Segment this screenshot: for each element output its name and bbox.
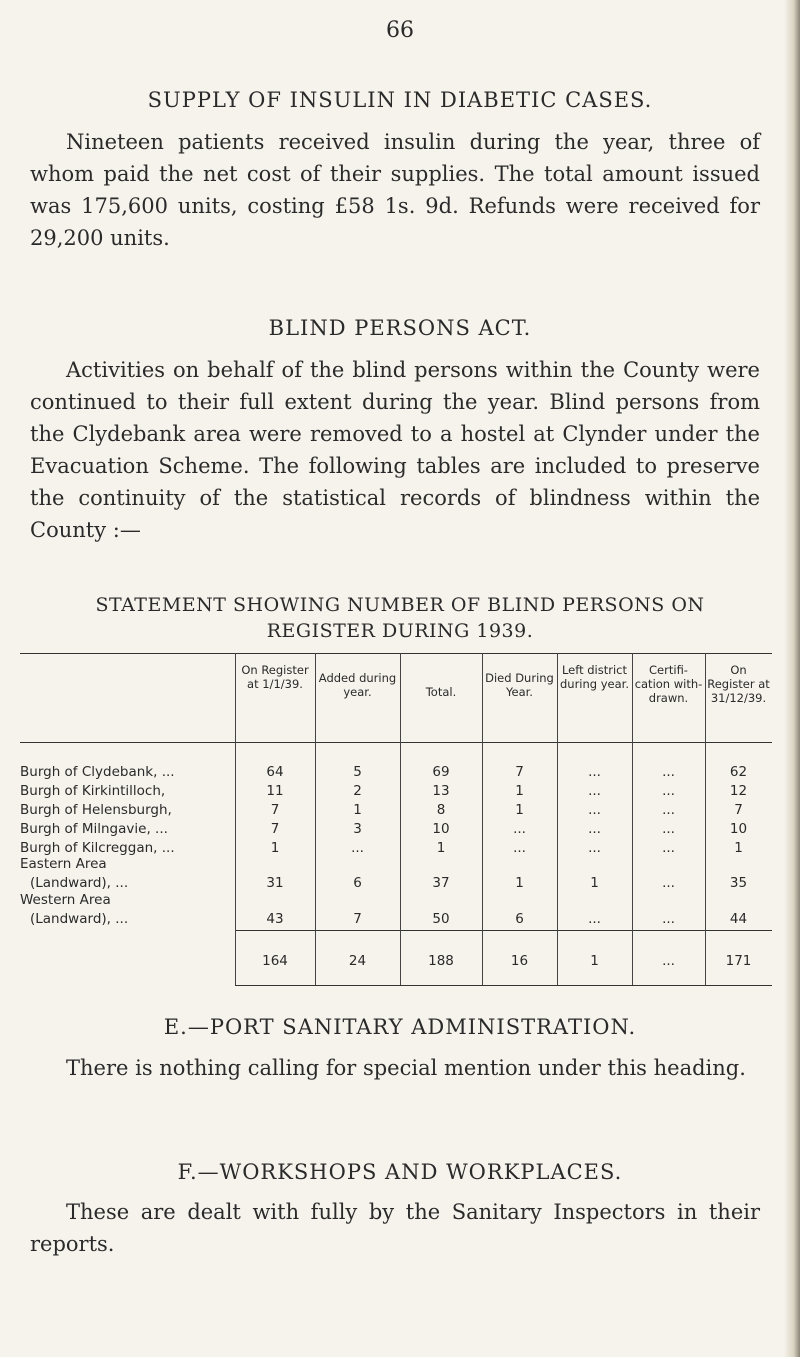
table-cell: 7	[353, 911, 362, 927]
table-cell: 6	[515, 911, 524, 927]
total-cell: 188	[428, 953, 454, 969]
table-cell: 1	[270, 840, 280, 856]
total-cell: 16	[510, 953, 529, 969]
row-label-kirkintilloch: Burgh of Kirkintilloch,	[20, 783, 166, 799]
workshops-text: These are dealt with fully by the Sanitary Inspectors in their reports.	[30, 1200, 760, 1256]
table-cell: ...	[588, 821, 601, 837]
row-label-western-area: Western Area	[20, 892, 111, 908]
table-cell: 50	[432, 911, 450, 927]
col-header-total: Total.	[425, 685, 457, 699]
blind-paragraph	[30, 354, 760, 546]
table-bottom-rule	[235, 985, 772, 986]
table-cell: 7	[515, 764, 524, 780]
table-cell: ...	[662, 802, 675, 818]
table-cell: ...	[588, 764, 601, 780]
table-cell: ...	[513, 821, 526, 837]
port-paragraph	[30, 1052, 760, 1084]
row-label-helensburgh: Burgh of Helensburgh,	[20, 802, 172, 818]
row-label-kilcreggan: Burgh of Kilcreggan, ...	[20, 840, 175, 856]
table-cell: ...	[662, 875, 675, 891]
table-cell: 1	[734, 840, 743, 856]
table-cell: 7	[734, 802, 743, 818]
total-cell: 24	[348, 953, 367, 969]
col-divider	[557, 653, 558, 985]
insulin-heading: SUPPLY OF INSULIN IN DIABETIC CASES.	[147, 88, 653, 112]
page-edge-shadow	[784, 0, 800, 1357]
table-cell: ...	[588, 840, 601, 856]
table-cell: ...	[662, 911, 675, 927]
table-cell: 10	[432, 821, 450, 837]
table-cell: ...	[588, 911, 601, 927]
table-cell: 43	[266, 911, 284, 927]
table-cell: 37	[432, 875, 450, 891]
table-cell: 69	[432, 764, 450, 780]
col-header-certification-withdrawn: Certifi- cation with- drawn.	[634, 663, 703, 705]
blind-text: Activities on behalf of the blind persons within the County were continued to their full extent during the year. Blind persons from the Clydebank area were removed to a hostel at Clynder under the Evacuation Scheme. The following tables are included to preserve the continuity of the statistical records of blindness within the County :—	[30, 358, 760, 542]
total-cell: 171	[725, 953, 752, 969]
workshops-paragraph	[30, 1196, 760, 1260]
statement-title-line2: REGISTER DURING 1939.	[266, 620, 534, 642]
blind-register-table	[20, 653, 772, 983]
table-cell: 2	[353, 783, 362, 799]
insulin-text: Nineteen patients received insulin during the year, three of whom paid the net cost of their supplies. The total amount issued was 175,600 units, costing £58 1s. 9d. Refunds were received for 29,200 units.	[30, 130, 760, 250]
row-label-clydebank: Burgh of Clydebank, ...	[20, 764, 175, 780]
col-divider	[400, 653, 401, 985]
table-cell: ...	[662, 764, 675, 780]
row-label-eastern-area: Eastern Area	[20, 856, 107, 872]
table-cell: 1	[353, 802, 362, 818]
row-label-western-landward: (Landward), ...	[30, 911, 129, 927]
table-cell: 1	[515, 875, 524, 891]
table-cell: ...	[351, 840, 364, 856]
table-cell: 10	[729, 821, 748, 837]
table-cell: ...	[662, 821, 675, 837]
table-cell: 64	[266, 764, 284, 780]
col-divider	[315, 653, 316, 985]
col-header-on-register-end: On Register at 31/12/39.	[707, 663, 770, 705]
table-cell: 44	[729, 911, 748, 927]
blind-heading: BLIND PERSONS ACT.	[268, 316, 532, 340]
port-text: There is nothing calling for special mention under this heading.	[66, 1056, 746, 1080]
table-cell: 11	[266, 783, 284, 799]
total-cell: ...	[662, 953, 675, 969]
table-cell: 62	[729, 764, 748, 780]
col-header-left-district: Left district during year.	[559, 663, 629, 691]
table-cell: 7	[270, 821, 280, 837]
table-cell: 3	[353, 821, 362, 837]
table-cell: 31	[266, 875, 284, 891]
col-header-on-register-start: On Register at 1/1/39.	[241, 663, 309, 691]
table-top-rule	[20, 653, 772, 654]
table-cell: 7	[270, 802, 280, 818]
table-cell: ...	[588, 802, 601, 818]
table-header-rule	[20, 742, 772, 743]
total-cell: 1	[590, 953, 599, 969]
row-label-milngavie: Burgh of Milngavie, ...	[20, 821, 168, 837]
total-cell: 164	[262, 953, 288, 969]
statement-title-line1: STATEMENT SHOWING NUMBER OF BLIND PERSONS ON	[95, 594, 705, 616]
table-cell: 5	[353, 764, 362, 780]
table-cell: ...	[513, 840, 526, 856]
table-cell: ...	[588, 783, 601, 799]
table-cell: 1	[590, 875, 599, 891]
port-heading: E.—PORT SANITARY ADMINISTRATION.	[163, 1015, 637, 1039]
workshops-heading: F.—WORKSHOPS AND WORKPLACES.	[177, 1160, 623, 1184]
table-cell: 1	[515, 802, 524, 818]
table-cell: 12	[729, 783, 748, 799]
table-cell: 1	[436, 840, 446, 856]
table-cell: 8	[436, 802, 446, 818]
col-divider	[482, 653, 483, 985]
col-divider	[235, 653, 236, 985]
table-cell: ...	[662, 840, 675, 856]
insulin-paragraph	[30, 126, 760, 254]
col-header-added: Added during year.	[318, 671, 397, 699]
statement-title	[20, 592, 780, 644]
table-cell: 1	[515, 783, 524, 799]
table-cell: 35	[729, 875, 748, 891]
table-cell: 13	[432, 783, 450, 799]
row-label-eastern-landward: (Landward), ...	[30, 875, 129, 891]
col-header-died: Died During Year.	[485, 671, 554, 699]
table-cell: ...	[662, 783, 675, 799]
page-number: 66	[386, 18, 414, 43]
table-cell: 6	[353, 875, 362, 891]
